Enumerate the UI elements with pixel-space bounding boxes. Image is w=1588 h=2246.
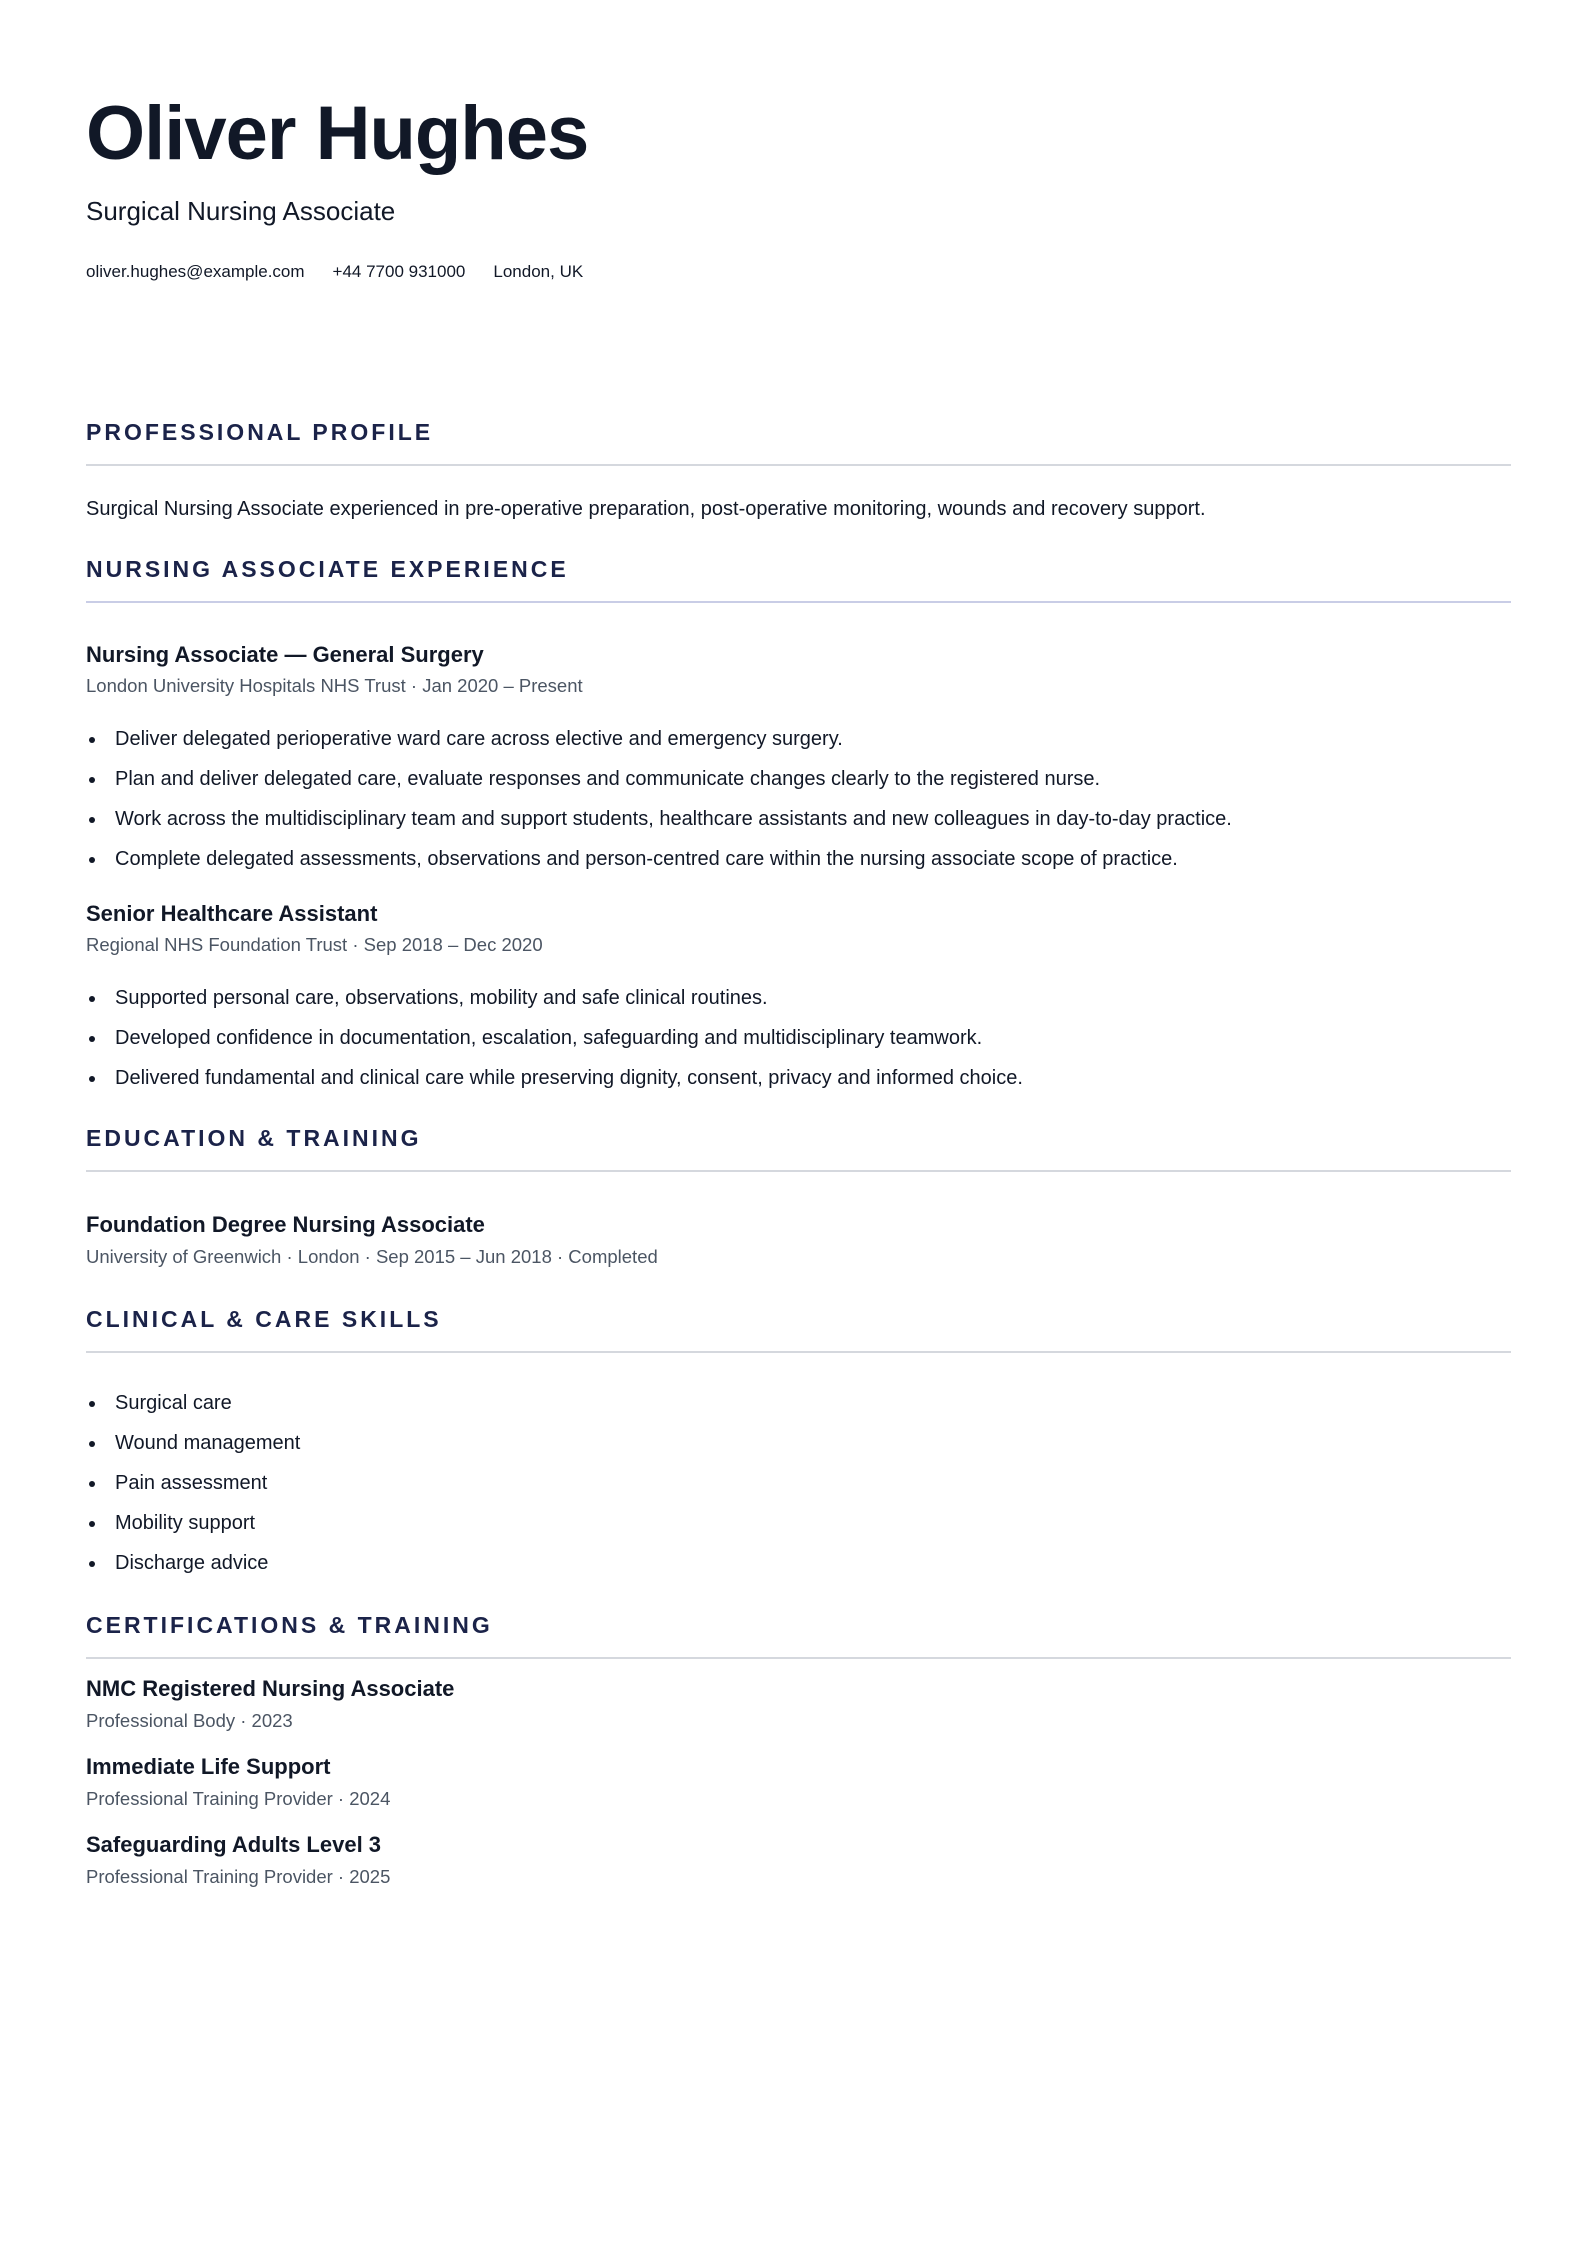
section-profile-heading — [86, 421, 1511, 444]
section-divider — [86, 1351, 1511, 1353]
job-title: Nursing Associate — General Surgery — [86, 642, 484, 667]
certification-title: Immediate Life Support — [86, 1754, 331, 1779]
candidate-name: Oliver Hughes — [86, 91, 589, 176]
list-item: Deliver delegated perioperative ward care across elective and emergency surgery. — [86, 727, 1232, 767]
profile-summary: Surgical Nursing Associate experienced in pre-operative preparation, post-operative monitoring, wounds and recovery support. — [86, 498, 1206, 520]
contact-phone[interactable]: +44 7700 931000 — [332, 262, 466, 281]
section-divider — [86, 1170, 1511, 1172]
section-certifications-heading — [86, 1614, 1511, 1637]
job-meta: London University Hospitals NHS Trust · Jan 2020 – Present — [86, 675, 583, 696]
certification-title: Safeguarding Adults Level 3 — [86, 1832, 382, 1857]
contact-location: London, UK — [493, 262, 584, 281]
section-title: NURSING ASSOCIATE EXPERIENCE — [86, 556, 569, 582]
list-item: Pain assessment — [86, 1471, 300, 1511]
list-item: Discharge advice — [86, 1551, 300, 1591]
list-item: Work across the multidisciplinary team and support students, healthcare assistants and new colleagues in day-to-day practice. — [86, 807, 1232, 847]
job-title: Senior Healthcare Assistant — [86, 901, 378, 926]
list-item: Complete delegated assessments, observations and person-centred care within the nursing associate scope of practice. — [86, 847, 1232, 887]
section-title: CERTIFICATIONS & TRAINING — [86, 1612, 493, 1638]
section-title: CLINICAL & CARE SKILLS — [86, 1306, 442, 1332]
job-meta: Regional NHS Foundation Trust · Sep 2018 – Dec 2020 — [86, 934, 543, 955]
section-title: PROFESSIONAL PROFILE — [86, 419, 434, 445]
candidate-role: Surgical Nursing Associate — [86, 196, 396, 226]
list-item: Delivered fundamental and clinical care while preserving dignity, consent, privacy and informed choice. — [86, 1066, 1023, 1106]
list-item: Wound management — [86, 1431, 300, 1471]
section-skills-heading — [86, 1308, 1511, 1331]
certification-title: NMC Registered Nursing Associate — [86, 1676, 455, 1701]
section-title: EDUCATION & TRAINING — [86, 1125, 422, 1151]
section-divider — [86, 601, 1511, 603]
list-item: Surgical care — [86, 1391, 300, 1431]
certification-meta: Professional Training Provider · 2024 — [86, 1788, 391, 1809]
job-bullets — [86, 986, 1023, 1106]
education-meta: University of Greenwich · London · Sep 2015 – Jun 2018 · Completed — [86, 1246, 658, 1267]
contact-info — [86, 263, 583, 280]
certification-meta: Professional Training Provider · 2025 — [86, 1866, 391, 1887]
section-divider — [86, 464, 1511, 466]
list-item: Mobility support — [86, 1511, 300, 1551]
list-item: Plan and deliver delegated care, evaluate responses and communicate changes clearly to the registered nurse. — [86, 767, 1232, 807]
section-divider — [86, 1657, 1511, 1659]
section-education-heading — [86, 1127, 1511, 1150]
list-item: Developed confidence in documentation, escalation, safeguarding and multidisciplinary teamwork. — [86, 1026, 1023, 1066]
skills-list — [86, 1391, 300, 1591]
education-title: Foundation Degree Nursing Associate — [86, 1212, 485, 1237]
contact-email[interactable]: oliver.hughes@example.com — [86, 262, 305, 281]
job-bullets — [86, 727, 1232, 887]
list-item: Supported personal care, observations, mobility and safe clinical routines. — [86, 986, 1023, 1026]
certification-meta: Professional Body · 2023 — [86, 1710, 293, 1731]
section-experience-heading — [86, 558, 1511, 581]
